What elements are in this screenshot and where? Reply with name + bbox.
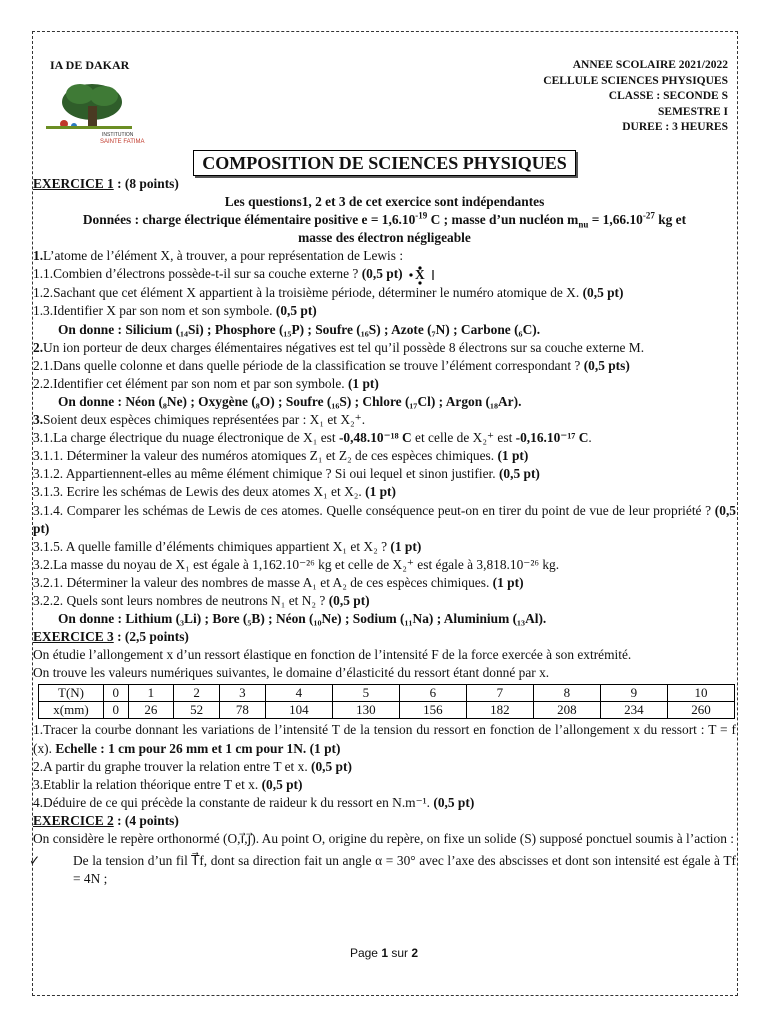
q2-data: On donne : Néon (₈Ne) ; Oxygène (₈O) ; Soufre (₁₆S) ; Chlore (₁₇Cl) ; Argon (₁₈Ar). (58, 393, 522, 409)
q3-2: 3.2.La masse du noyau de X₁ est égale à 1,162.10⁻²⁶ kg et celle de X₂⁺ est égale à 3,818.10⁻²⁶ kg. (33, 556, 560, 572)
table-cell: 130 (332, 702, 399, 719)
table-cell: 2 (174, 685, 220, 702)
table-cell: 182 (466, 702, 533, 719)
q2-2: 2.2.Identifier cet élément par son nom et par son symbole. (1 pt) (33, 375, 379, 391)
table-cell: 156 (399, 702, 466, 719)
ex1-donnees-2: masse des électron négligeable (298, 230, 471, 246)
cell-name: CELLULE SCIENCES PHYSIQUES (543, 74, 728, 87)
ex3-q1: 1.Tracer la courbe donnant les variations de l’intensité T de la tension du ressort en fonction de l’allongement x du ressort : T = f (x). Echelle : 1 cm pour 26 mm et 1 cm pour 1N. (1 pt) (33, 722, 736, 756)
q3-1-5: 3.1.5. A quelle famille d’éléments chimiques appartient X₁ et X₂ ? (1 pt) (33, 538, 422, 554)
ex1-donnees: Données : charge électrique élémentaire positive $e = 1,6.10^{-19}$ C ; masse d’un nucléon $m_{nu} = 1,66.10^{-27}$ kg et (82, 210, 687, 230)
table-row (39, 685, 735, 702)
header-info (543, 58, 728, 136)
table-cell: 7 (466, 685, 533, 702)
table-cell: 78 (220, 702, 266, 719)
q1: 1.L’atome de l’élément X, à trouver, a pour représentation de Lewis : (33, 248, 404, 264)
table-cell: 3 (220, 685, 266, 702)
lewis-diagram (406, 266, 440, 284)
q3-data: On donne : Lithium (₃Li) ; Bore (₅B) ; Néon (₁₀Ne) ; Sodium (₁₁Na) ; Aluminium (₁₃Al). (58, 611, 547, 627)
table-header-cell: T(N) (39, 685, 104, 702)
table-cell: 104 (265, 702, 332, 719)
table-cell: 5 (332, 685, 399, 702)
q1-3: 1.3.Identifier X par son nom et son symbole. (0,5 pt) (33, 303, 317, 319)
q2-1: 2.1.Dans quelle colonne et dans quelle période de la classification se trouve l’élément correspondant ? (0,5 pts) (33, 357, 630, 373)
ex3-intro-1: On étudie l’allongement x d’un ressort élastique en fonction de l’intensité F de la force exercée à son extrémité. (33, 647, 632, 663)
ex1-intro: Les questions1, 2 et 3 de cet exercice sont indépendantes (224, 194, 545, 210)
school-year: ANNEE SCOLAIRE 2021/2022 (572, 59, 728, 71)
table-cell: 1 (128, 685, 174, 702)
table-cell: 9 (600, 685, 667, 702)
ex3-q4: 4.Déduire de ce qui précède la constante de raideur k du ressort en N.m⁻¹. (0,5 pt) (33, 794, 475, 810)
q3-2-2: 3.2.2. Quels sont leurs nombres de neutrons N₁ et N₂ ? (0,5 pt) (33, 592, 370, 608)
table-cell: 6 (399, 685, 466, 702)
table-cell: 234 (600, 702, 667, 719)
logo-text-line2: SAINTE FATIMA (100, 139, 145, 145)
q3-2-1: 3.2.1. Déterminer la valeur des nombres de masse A₁ et A₂ de ces espèces chimiques. (1 pt) (33, 574, 524, 590)
table-row (39, 702, 735, 719)
q3: 3.Soient deux espèces chimiques représentées par : X₁ et X₂⁺. (33, 412, 366, 428)
checkmark-icon: ✓ (29, 853, 41, 869)
exam-content (29, 175, 736, 888)
q1-2: 1.2.Sachant que cet élément X appartient à la troisième période, déterminer le numéro atomique de X. (0,5 pt) (33, 285, 624, 301)
ex3-q3: 3.Etablir la relation théorique entre T et x. (0,5 pt) (33, 776, 303, 792)
q1-1: 1.1.Combien d’électrons possède-t-il sur sa couche externe ? (0,5 pt) X (33, 265, 736, 284)
table-cell: 260 (667, 702, 734, 719)
ex2-heading: EXERCICE 2 : (4 points) (33, 812, 179, 828)
logo-text-line1: INSTITUTION (102, 132, 134, 138)
q3-1-2: 3.1.2. Appartiennent-elles au même élément chimique ? Si oui lequel et sinon justifier. (0,5 pt) (33, 466, 540, 482)
table-cell: 0 (104, 702, 129, 719)
table-cell: 52 (174, 702, 220, 719)
institution-name: IA DE DAKAR (50, 58, 130, 72)
table-header-cell: x(mm) (39, 702, 104, 719)
ex3-heading: EXERCICE 3 : (2,5 points) (33, 629, 189, 645)
q3-1-1: 3.1.1. Déterminer la valeur des numéros atomiques Z₁ et Z₂ de ces espèces chimiques. (1 pt) (33, 448, 529, 464)
table-cell: 8 (533, 685, 600, 702)
q3-1: 3.1.La charge électrique du nuage électronique de X₁ est -0,48.10⁻¹⁸ C et celle de X₂⁺ est -0,16.10⁻¹⁷ C. (33, 430, 592, 446)
q3-1-4: 3.1.4. Comparer les schémas de Lewis de ces atomes. Quelle conséquence peut-on en tirer du point de vue de leur propriété ? (0,5 pt) (33, 502, 736, 536)
q3-1-3: 3.1.3. Ecrire les schémas de Lewis des deux atomes X₁ et X₂. (1 pt) (33, 484, 396, 500)
table-cell: 208 (533, 702, 600, 719)
semester: SEMESTRE I (658, 105, 728, 118)
spring-data-table (38, 684, 735, 719)
page-footer: Page 1 sur 2 (349, 946, 419, 960)
table-cell: 4 (265, 685, 332, 702)
page-title: COMPOSITION DE SCIENCES PHYSIQUES (193, 150, 576, 176)
school-logo (44, 74, 145, 146)
lewis-symbol: X (415, 267, 425, 283)
table-cell: 10 (667, 685, 734, 702)
duration: DUREE : 3 HEURES (622, 121, 728, 133)
ex3-intro-2: On trouve les valeurs numériques suivantes, le domaine d’élasticité du ressort étant donné par x. (33, 665, 550, 681)
ex1-heading: EXERCICE 1 : (8 points) (33, 176, 179, 191)
q1-data: On donne : Silicium (₁₄Si) ; Phosphore (₁₅P) ; Soufre (₁₆S) ; Azote (₇N) ; Carbone (₆C). (58, 321, 541, 337)
ex2-bullet-1: ✓ De la tension d’un fil T⃗f, dont sa direction fait un angle α = 30° avec l’axe des abscisses et dont son intensité est égale à Tf = 4N ; (29, 853, 736, 887)
table-cell: 26 (128, 702, 174, 719)
class-name: CLASSE : SECONDE S (608, 90, 728, 102)
ex2-intro: On considère le repère orthonormé (O,i⃗,j⃗). Au point O, origine du repère, on fixe un solide (S) supposé ponctuel soumis à l’action : (33, 831, 734, 847)
table-cell: 0 (104, 685, 129, 702)
q2: 2.Un ion porteur de deux charges élémentaires négatives est tel qu’il possède 8 électrons sur sa couche externe M. (33, 339, 645, 355)
ex3-q2: 2.A partir du graphe trouver la relation entre T et x. (0,5 pt) (33, 758, 352, 774)
